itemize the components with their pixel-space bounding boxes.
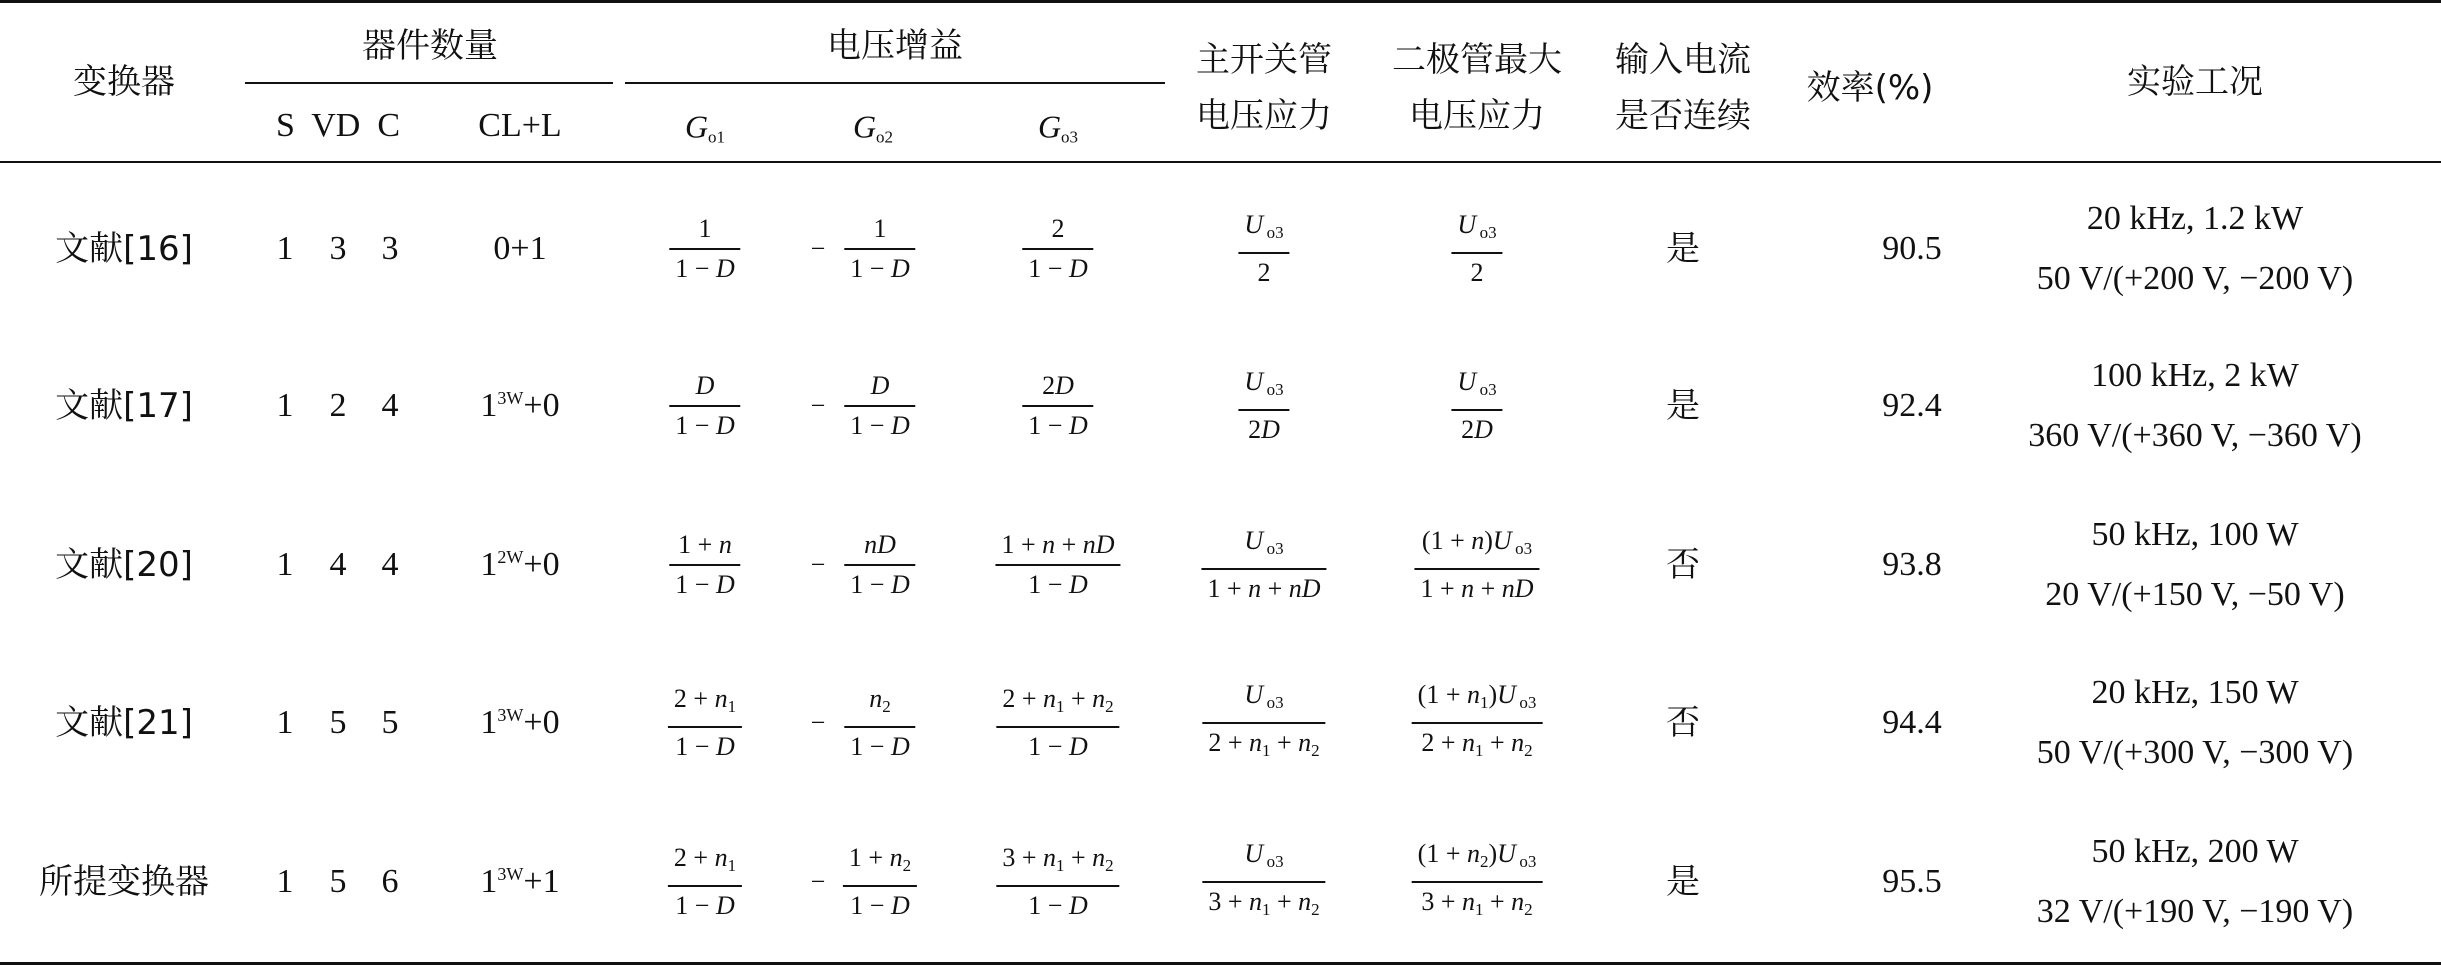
row-5-switch-stress-bar <box>1202 881 1325 883</box>
row-3-go1 <box>669 529 740 601</box>
header-conditions: 实验工况 <box>2127 62 2263 102</box>
row-3-go1-bar <box>669 564 740 566</box>
row-4-go2-bar <box>844 726 915 728</box>
row-5-diode-stress <box>1412 838 1543 926</box>
row-4-diode-stress-denominator: $2 + n_1 + n_2$ <box>1421 728 1533 760</box>
row-4-efficiency: 94.4 <box>1882 704 1942 741</box>
row-4-go3-denominator: 1 − D <box>1028 732 1088 761</box>
row-2-go2-numerator: D <box>870 371 890 400</box>
header-switch-stress-1: 主开关管 <box>1196 40 1332 80</box>
row-4-go3-numerator: $2 + n_1 + n_2$ <box>1002 684 1114 716</box>
row-2-go3 <box>1022 370 1093 442</box>
row-2-diode-stress <box>1451 366 1502 446</box>
row-5-go2 <box>843 842 917 922</box>
row-4-go2-numerator: $n_2$ <box>869 684 891 716</box>
bottom-rule <box>0 962 2441 965</box>
row-4-go2-denominator: 1 − D <box>850 732 910 761</box>
row-3-name: 文献[20] <box>55 545 193 585</box>
row-1-go3-numerator: 2 <box>1051 214 1065 243</box>
row-2-go1-numerator: D <box>695 371 715 400</box>
row-3-vd-count: 4 <box>329 546 347 583</box>
row-5-go1 <box>668 842 742 922</box>
row-1-switch-stress-denominator: 2 <box>1257 258 1271 287</box>
row-4-go2 <box>844 683 915 763</box>
row-3-condition-1: 50 kHz, 100 W <box>2091 516 2299 553</box>
row-1-go3 <box>1022 213 1093 285</box>
row-1-s-count: 1 <box>276 230 294 267</box>
row-3-go2-denominator: 1 − D <box>850 570 910 599</box>
row-3-c-count: 4 <box>381 546 399 583</box>
row-1-go1-denominator: 1 − D <box>675 254 735 283</box>
row-4-cl-l: $1^{3W}+0$ <box>480 704 560 742</box>
row-3-switch-stress-denominator: 1 + n + nD <box>1207 574 1321 603</box>
row-4-go1-denominator: 1 − D <box>675 732 735 761</box>
row-4-go3 <box>996 683 1119 763</box>
row-1-go1-numerator: 1 <box>698 214 712 243</box>
row-5-go2-sign: − <box>810 867 826 896</box>
row-5-go1-denominator: 1 − D <box>675 891 735 920</box>
row-3-go2 <box>844 529 915 601</box>
header-go2-symbol: G <box>852 108 877 145</box>
row-2-switch-stress-denominator: 2D <box>1248 415 1280 444</box>
row-2-diode-stress-numerator: U $_{o3}$ <box>1457 367 1497 399</box>
row-5-condition-2: 32 V/(+190 V, −190 V) <box>2036 893 2354 930</box>
row-1-diode-stress-bar <box>1451 252 1502 254</box>
row-1-cl-l: 0+1 <box>493 230 547 267</box>
row-2-cl-l: $1^{3W}+0$ <box>480 387 560 425</box>
header-diode-stress-2: 电压应力 <box>1409 96 1545 136</box>
row-4-continuous: 否 <box>1666 703 1700 743</box>
row-4-s-count: 1 <box>276 704 294 741</box>
row-3-switch-stress-bar <box>1201 568 1326 570</box>
row-5-switch-stress <box>1202 838 1325 926</box>
row-5-diode-stress-denominator: $3 + n_1 + n_2$ <box>1421 887 1533 919</box>
row-4-go1-bar <box>668 726 742 728</box>
row-2-go1-bar <box>669 405 740 407</box>
row-3-diode-stress-bar <box>1414 568 1539 570</box>
row-2-go2 <box>844 370 915 442</box>
row-5-c-count: 6 <box>381 863 399 900</box>
header-go1-symbol: G <box>684 108 709 145</box>
row-1-diode-stress-denominator: 2 <box>1470 258 1484 287</box>
row-2-c-count: 4 <box>381 387 399 424</box>
row-5-cl-l: $1^{3W}+1$ <box>480 863 560 901</box>
top-rule <box>0 0 2441 3</box>
row-3-go3-denominator: 1 − D <box>1028 570 1088 599</box>
row-2-switch-stress <box>1238 366 1289 446</box>
row-1-go2-sign: − <box>810 234 826 263</box>
row-5-go3-numerator: $3 + n_1 + n_2$ <box>1002 843 1114 875</box>
row-2-condition-2: 360 V/(+360 V, −360 V) <box>2028 417 2362 454</box>
row-5-go2-numerator: $1 + n_2$ <box>848 843 912 875</box>
header-go3 <box>1037 108 1079 147</box>
header-go1 <box>684 108 726 147</box>
row-2-diode-stress-denominator: 2D <box>1461 415 1493 444</box>
row-1-go1 <box>669 213 740 285</box>
row-1-condition-2: 50 V/(+200 V, −200 V) <box>2036 260 2354 297</box>
row-5-switch-stress-numerator: U $_{o3}$ <box>1244 839 1284 871</box>
header-input-current-1: 输入电流 <box>1615 40 1751 80</box>
row-5-go3 <box>996 842 1119 922</box>
row-1-switch-stress-numerator: U $_{o3}$ <box>1244 210 1284 242</box>
row-3-go3-numerator: 1 + n + nD <box>1001 530 1115 559</box>
row-4-condition-1: 20 kHz, 150 W <box>2091 674 2299 711</box>
row-1-go2 <box>844 213 915 285</box>
row-2-go2-sign: − <box>810 391 826 420</box>
row-2-condition-1: 100 kHz, 2 kW <box>2091 357 2299 394</box>
row-4-switch-stress-denominator: $2 + n_1 + n_2$ <box>1208 728 1320 760</box>
row-1-name: 文献[16] <box>55 229 193 269</box>
row-5-go1-numerator: $2 + n_1$ <box>673 843 737 875</box>
row-2-vd-count: 2 <box>329 387 347 424</box>
row-4-go3-bar <box>996 726 1119 728</box>
row-2-diode-stress-bar <box>1451 409 1502 411</box>
row-2-name: 文献[17] <box>55 386 193 426</box>
row-5-s-count: 1 <box>276 863 294 900</box>
row-5-go3-denominator: 1 − D <box>1028 891 1088 920</box>
row-5-go2-bar <box>843 885 917 887</box>
row-4-switch-stress-numerator: U $_{o3}$ <box>1244 680 1284 712</box>
header-switch-stress-2: 电压应力 <box>1196 96 1332 136</box>
row-5-name: 所提变换器 <box>39 862 209 902</box>
header-svdc: S VD C <box>275 107 401 144</box>
header-cl-l: CL+L <box>478 107 562 144</box>
row-2-go2-bar <box>844 405 915 407</box>
row-1-switch-stress <box>1238 209 1289 289</box>
row-3-switch-stress <box>1201 525 1326 605</box>
header-rule <box>0 161 2441 163</box>
header-input-current-2: 是否连续 <box>1615 96 1751 136</box>
row-5-go1-bar <box>668 885 742 887</box>
row-3-diode-stress-numerator: (1 + n)U $_{o3}$ <box>1421 526 1533 558</box>
row-1-go3-bar <box>1022 248 1093 250</box>
row-4-name: 文献[21] <box>55 703 193 743</box>
row-4-vd-count: 5 <box>329 704 347 741</box>
row-5-efficiency: 95.5 <box>1882 863 1942 900</box>
row-1-efficiency: 90.5 <box>1882 230 1942 267</box>
row-1-go2-numerator: 1 <box>873 214 887 243</box>
row-4-diode-stress <box>1412 679 1543 767</box>
row-2-go3-bar <box>1022 405 1093 407</box>
row-5-go2-denominator: 1 − D <box>850 891 910 920</box>
header-go3-symbol: G <box>1037 108 1062 145</box>
header-go2 <box>852 108 894 147</box>
row-2-switch-stress-bar <box>1238 409 1289 411</box>
row-3-go1-numerator: 1 + n <box>678 530 732 559</box>
row-4-diode-stress-numerator: $(1 + n_1)U$ $_{o3}$ <box>1417 680 1537 712</box>
row-1-go3-denominator: 1 − D <box>1028 254 1088 283</box>
row-3-go2-numerator: nD <box>864 530 896 559</box>
header-device-count: 器件数量 <box>362 26 498 66</box>
row-1-diode-stress <box>1451 209 1502 289</box>
row-1-diode-stress-numerator: U $_{o3}$ <box>1457 210 1497 242</box>
row-3-go3-bar <box>995 564 1120 566</box>
row-2-go3-numerator: 2D <box>1042 371 1074 400</box>
row-4-go2-sign: − <box>810 708 826 737</box>
header-go2-sub: o2 <box>876 127 894 147</box>
row-1-go2-denominator: 1 − D <box>850 254 910 283</box>
row-3-continuous: 否 <box>1666 545 1700 585</box>
group-rule-devices <box>245 82 613 84</box>
header-voltage-gain: 电压增益 <box>827 26 963 66</box>
row-3-condition-2: 20 V/(+150 V, −50 V) <box>2045 576 2345 613</box>
row-4-condition-2: 50 V/(+300 V, −300 V) <box>2036 734 2354 771</box>
row-1-switch-stress-bar <box>1238 252 1289 254</box>
row-2-continuous: 是 <box>1666 386 1700 426</box>
row-3-cl-l: $1^{2W}+0$ <box>480 546 560 584</box>
row-3-go2-bar <box>844 564 915 566</box>
row-4-c-count: 5 <box>381 704 399 741</box>
row-5-switch-stress-denominator: $3 + n_1 + n_2$ <box>1208 887 1320 919</box>
row-1-c-count: 3 <box>381 230 399 267</box>
group-rule-gain <box>625 82 1165 84</box>
row-2-s-count: 1 <box>276 387 294 424</box>
row-5-go3-bar <box>996 885 1119 887</box>
row-3-diode-stress <box>1414 525 1539 605</box>
row-2-go3-denominator: 1 − D <box>1028 411 1088 440</box>
row-5-diode-stress-bar <box>1412 881 1543 883</box>
header-converter: 变换器 <box>73 62 175 102</box>
row-2-go2-denominator: 1 − D <box>850 411 910 440</box>
row-1-vd-count: 3 <box>329 230 347 267</box>
row-4-go1 <box>668 683 742 763</box>
row-2-switch-stress-numerator: U $_{o3}$ <box>1244 367 1284 399</box>
row-2-go1 <box>669 370 740 442</box>
row-1-go1-bar <box>669 248 740 250</box>
row-1-go2-bar <box>844 248 915 250</box>
row-3-go2-sign: − <box>810 550 826 579</box>
row-5-diode-stress-numerator: $(1 + n_2)U$ $_{o3}$ <box>1417 839 1537 871</box>
row-3-switch-stress-numerator: U $_{o3}$ <box>1244 526 1284 558</box>
row-3-efficiency: 93.8 <box>1882 546 1942 583</box>
row-3-go1-denominator: 1 − D <box>675 570 735 599</box>
row-5-vd-count: 5 <box>329 863 347 900</box>
row-4-switch-stress <box>1202 679 1325 767</box>
row-3-diode-stress-denominator: 1 + n + nD <box>1420 574 1534 603</box>
row-5-continuous: 是 <box>1666 862 1700 902</box>
row-5-condition-1: 50 kHz, 200 W <box>2091 833 2299 870</box>
row-2-efficiency: 92.4 <box>1882 387 1942 424</box>
header-efficiency: 效率(%) <box>1806 68 1934 108</box>
row-3-go3 <box>995 529 1120 601</box>
row-4-go1-numerator: $2 + n_1$ <box>673 684 737 716</box>
row-1-condition-1: 20 kHz, 1.2 kW <box>2086 200 2304 237</box>
header-go1-sub: o1 <box>708 127 726 147</box>
row-1-continuous: 是 <box>1666 229 1700 269</box>
row-4-switch-stress-bar <box>1202 722 1325 724</box>
row-3-s-count: 1 <box>276 546 294 583</box>
row-2-go1-denominator: 1 − D <box>675 411 735 440</box>
row-4-diode-stress-bar <box>1412 722 1543 724</box>
header-go3-sub: o3 <box>1061 127 1079 147</box>
header-diode-stress-1: 二极管最大 <box>1392 40 1562 80</box>
